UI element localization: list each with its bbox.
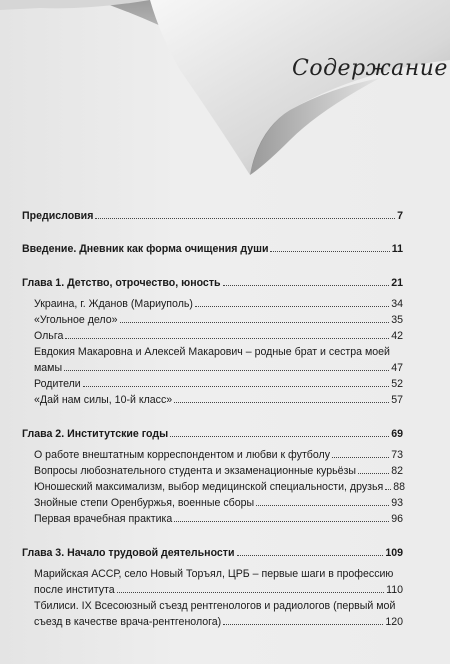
toc-entry-title: мамы [34,362,63,374]
toc-entry-first-practice[interactable] [22,513,403,526]
toc-entry-title: Вопросы любознательного студента и экзаменационные курьёзы [34,465,356,477]
toc-entry-title-line-1: Тбилиси. IX Всесоюзный съезд рентгенологов и радиологов (первый мой [34,600,396,612]
toc-entry-title: Первая врачебная практика [34,513,173,525]
toc-entry-title: Юношеский максимализм, выбор медицинской специальности, друзья [34,481,384,493]
toc-page-number: 7 [397,210,403,222]
table-of-contents [22,210,406,629]
toc-entry-title: Глава 1. Детство, отрочество, юность [22,277,221,289]
toc-entry-preface[interactable] [22,210,403,223]
toc-page-number: 35 [391,314,403,326]
dot-leader [65,338,389,339]
toc-page-number: 52 [391,378,403,390]
dot-leader [385,489,391,490]
toc-entry-coal-case[interactable] [22,314,403,327]
toc-page-number: 120 [385,616,403,628]
toc-entry-title: Предисловия [22,210,94,222]
toc-entry-10th-grade[interactable] [22,394,403,407]
toc-entry-mari-assr[interactable] [22,568,403,597]
toc-entry-title: О работе внештатным корреспондентом и любви к футболу [34,449,331,461]
toc-entry-title: Глава 3. Начало трудовой деятельности [22,547,235,559]
toc-entry-chapter-3[interactable] [22,547,403,560]
dot-leader [223,624,383,625]
dot-leader [95,218,395,219]
toc-entry-title: Ольга [34,330,64,342]
toc-entry-title: Введение. Дневник как форма очищения души [22,243,269,255]
toc-entry-orenburg[interactable] [22,497,403,510]
toc-entry-title: «Дай нам силы, 10-й класс» [34,394,173,406]
toc-page-number: 11 [391,243,403,255]
dot-leader [120,322,390,323]
dot-leader [83,386,389,387]
toc-page-number: 21 [391,277,403,289]
dot-leader [174,402,389,403]
dot-leader [170,436,389,437]
toc-entry-chapter-2[interactable] [22,428,403,441]
dot-leader [358,473,389,474]
toc-page-number: 69 [391,428,403,440]
toc-page-number: 96 [391,513,403,525]
dot-leader [117,592,384,593]
toc-page-number: 47 [391,362,403,374]
toc-entry-title: Украина, г. Жданов (Мариуполь) [34,298,193,310]
toc-entry-tbilisi[interactable] [22,600,403,629]
toc-entry-title: съезд в качестве врача-рентгенолога) [34,616,222,628]
toc-page-number: 42 [391,330,403,342]
toc-page-number: 109 [385,547,403,559]
dot-leader [270,251,389,252]
toc-page-number: 73 [391,449,403,461]
dot-leader [223,285,390,286]
toc-entry-chapter-1[interactable] [22,277,403,290]
toc-entry-maximalism[interactable] [22,481,406,494]
toc-entry-correspondent[interactable] [22,449,403,462]
toc-entry-student-questions[interactable] [22,465,403,478]
toc-page-number: 57 [391,394,403,406]
toc-entry-evdokia[interactable] [22,346,403,375]
page-title: Содержание [292,56,448,81]
dot-leader [237,555,384,556]
toc-page-number: 88 [393,481,406,493]
dot-leader [256,505,389,506]
toc-page-number: 82 [391,465,403,477]
dot-leader [195,306,389,307]
toc-entry-ukraine[interactable] [22,298,403,311]
toc-entry-title: Глава 2. Институтские годы [22,428,169,440]
toc-page-number: 110 [386,584,403,596]
dot-leader [174,521,389,522]
toc-entry-title: после института [34,584,115,596]
toc-entry-introduction[interactable] [22,243,403,256]
dot-leader [64,370,389,371]
dot-leader [332,457,389,458]
toc-entry-parents[interactable] [22,378,403,391]
toc-entry-olga[interactable] [22,330,403,343]
toc-entry-title: Родители [34,378,81,390]
toc-page-number: 34 [391,298,403,310]
toc-entry-title-line-1: Евдокия Макаровна и Алексей Макарович – родные брат и сестра моей [34,346,390,358]
toc-entry-title: «Угольное дело» [34,314,118,326]
page-curl-graphic [0,0,450,220]
toc-entry-title-line-1: Марийская АССР, село Новый Торъял, ЦРБ – первые шаги в профессию [34,568,394,580]
toc-entry-title: Знойные степи Оренбуржья, военные сборы [34,497,255,509]
toc-page-number: 93 [391,497,403,509]
